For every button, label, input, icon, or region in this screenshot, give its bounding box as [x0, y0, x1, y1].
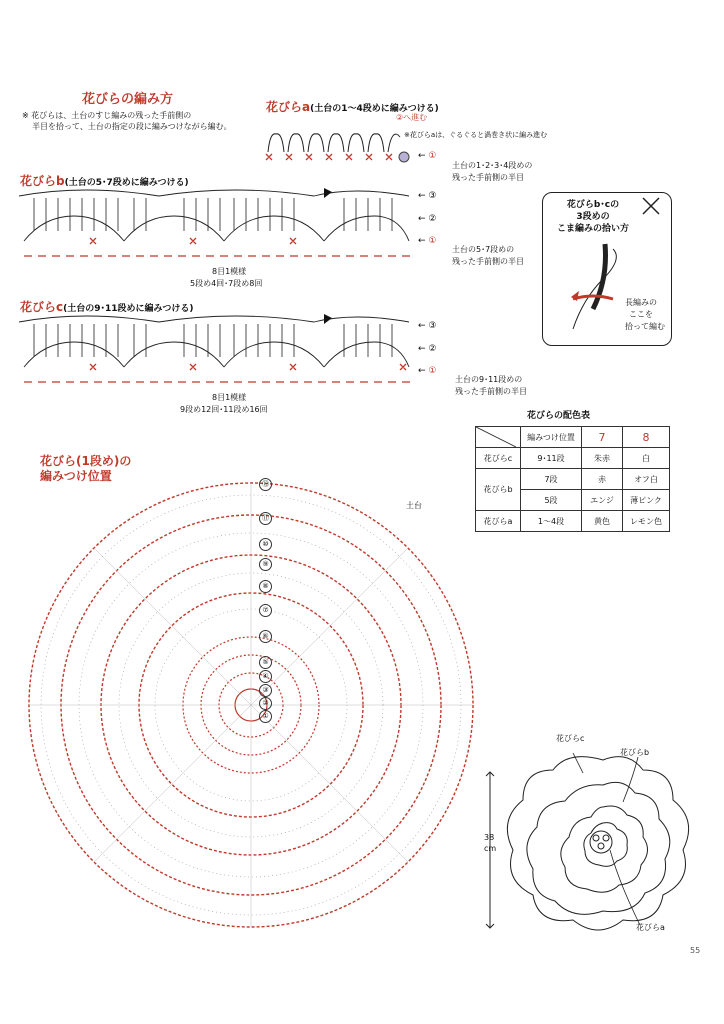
table-header-7: 7 — [582, 427, 623, 448]
petal-c-sub: (土台の9･11段めに編みつける) — [63, 304, 194, 314]
inset-note2: ここを — [629, 310, 653, 319]
table-row: 5段 エンジ 薄ピンク — [476, 490, 670, 511]
page-title: 花びらの編み方 — [82, 92, 174, 107]
flower-label-b: 花びらb — [620, 748, 650, 757]
petal-b-base-note1: 土台の5･7段めの — [452, 245, 515, 254]
size-unit: cm — [484, 844, 497, 853]
petal-b-row-3: ← ③ — [418, 191, 437, 201]
petal-a-row-marker: ← ① — [418, 151, 437, 161]
table-row: 花びらc 9･11段 朱赤 白 — [476, 448, 670, 469]
petal-b-repeat2: 5段め4回･7段め8回 — [190, 279, 263, 288]
table-row: 花びらa 1～4段 黄色 レモン色 — [476, 511, 670, 532]
petal-c-base-note1: 土台の9･11段めの — [455, 375, 523, 384]
page-number: 55 — [690, 946, 701, 955]
petal-a-arrow-label: ②へ進む — [396, 113, 428, 122]
petal-a-sub: (土台の1～4段めに編みつける) — [310, 104, 439, 114]
flower-label-c: 花びらc — [556, 734, 585, 743]
color-table — [475, 426, 670, 532]
petal-c-row-3: ← ③ — [418, 321, 437, 331]
table-corner — [476, 427, 521, 448]
base-chart-title1: 花びら(1段め)の — [40, 454, 132, 468]
inset-line2: 3段めの — [576, 212, 610, 222]
petal-b-row-2: ← ② — [418, 214, 437, 224]
petal-a-title: 花びらa — [266, 100, 311, 114]
table-header-position: 編みつけ位置 — [521, 427, 582, 448]
petal-a-spiral-note: ※花びらaは、ぐるぐると渦巻き状に編み進む — [404, 131, 548, 139]
single-crochet-symbol — [640, 195, 662, 217]
petal-c-row-2: ← ② — [418, 344, 437, 354]
petal-c-repeat1: 8目1模様 — [212, 393, 247, 402]
petal-b-repeat1: 8目1模様 — [212, 267, 247, 276]
base-chart — [16, 470, 486, 940]
petal-c-base-note2: 残った手前側の半目 — [455, 387, 527, 396]
intro-note-line1: ※ 花びらは、土台のすじ編みの残った手前側の — [22, 111, 192, 120]
petal-a-base-note2: 残った手前側の半目 — [452, 173, 524, 182]
table-row: 花びらb 7段 赤 オフ白 — [476, 469, 670, 490]
flower-illustration — [498, 745, 708, 935]
petal-c-chart — [14, 312, 414, 392]
inset-note3: 拾って編む — [625, 322, 665, 331]
inset-note1: 長編みの — [625, 298, 657, 307]
petal-c-title: 花びらc — [20, 300, 64, 314]
petal-b-chart — [14, 186, 414, 266]
base-chart-title2: 編みつけ位置 — [40, 469, 112, 483]
petal-c-repeat2: 9段め12回･11段め16回 — [180, 405, 268, 414]
color-table-title: 花びらの配色表 — [527, 411, 591, 421]
intro-note-line2: 半目を拾って、土台の指定の段に編みつけながら編む。 — [32, 122, 232, 131]
flower-label-a: 花びらa — [636, 923, 665, 932]
petal-b-title: 花びらb — [20, 174, 65, 188]
size-value: 38 — [484, 833, 495, 842]
petal-b-row-1: ← ① — [418, 236, 437, 246]
petal-b-sub: (土台の5･7段めに編みつける) — [64, 178, 189, 188]
table-header-8: 8 — [623, 427, 670, 448]
base-label: 土台 — [406, 501, 422, 510]
petal-a-base-note1: 土台の1･2･3･4段めの — [452, 161, 533, 170]
inset-line1: 花びらb･cの — [566, 200, 620, 210]
petal-b-base-note2: 残った手前側の半目 — [452, 257, 524, 266]
inset-line3: こま編みの拾い方 — [556, 224, 629, 234]
petal-c-row-1: ← ① — [418, 366, 437, 376]
